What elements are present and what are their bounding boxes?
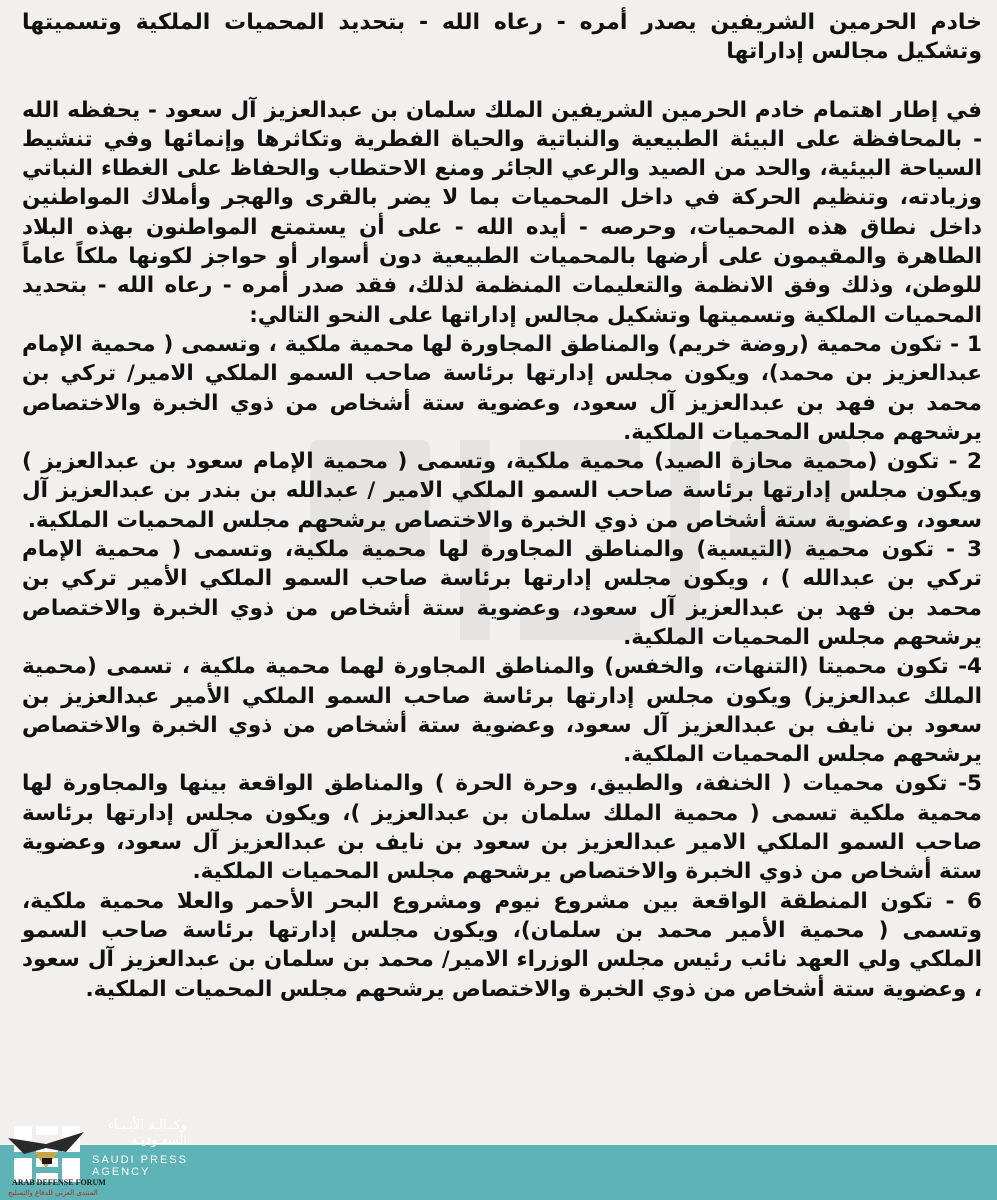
article-item bbox=[22, 535, 982, 652]
item-text: تكون محميتا (التنهات، والخفس) والمناطق المجاورة لهما محمية ملكية ، تسمى (محمية الملك عبدالعزيز) ويكون مجلس إدارتها برئاسة صاحب السمو الملكي الأمير عبدالعزيز بن سعود بن نايف بن عبدالعزيز آل سعود، وعضوية ستة أشخاص من ذوي الخبرة والاختصاص يرشحهم مجلس المحميات الملكية. bbox=[22, 654, 982, 768]
item-number: 1 - bbox=[950, 331, 982, 357]
item-number: 4- bbox=[958, 654, 982, 680]
item-number: 2 - bbox=[948, 449, 982, 475]
item-number: 6 - bbox=[945, 888, 982, 914]
item-number: 5- bbox=[958, 771, 982, 797]
article-item bbox=[22, 447, 982, 535]
article-intro: في إطار اهتمام خادم الحرمين الشريفين الملك سلمان بن عبدالعزيز آل سعود - يحفظه الله - بالمحافظة على البيئة الطبيعية والنباتية والحياة الفطرية وتكاثرها وإنمائها وفي تنشيط السياحة البيئية، والحد من الصيد والرعي الجائر ومنع الاحتطاب والحفاظ على الغطاء النباتي وزيادته، وتنظيم الحركة في داخل المحميات بما لا يضر بالقرى والهجر وأملاك المواطنين داخل نطاق هذه المحميات، وحرصه - أيده الله - على أن يستمتع المواطنون بهذه البلاد الطاهرة والمقيمون على أرضها بالمحميات الطبيعية دون أسوار أو حواجز لكونها ملكاً عاماً للوطن، وذلك وفق الانظمة والتعليمات المنظمة لذلك، فقد صدر أمره - رعاه الله - بتحديد المحميات الملكية وتسميتها وتشكيل مجالس إداراتها على النحو التالي: bbox=[22, 97, 982, 328]
forum-name-english: ARAB DEFENSE FORUM bbox=[12, 1178, 106, 1187]
article-item bbox=[22, 330, 982, 447]
article-body bbox=[22, 8, 982, 1004]
item-text: تكون محمية (التيسية) والمناطق المجاورة لها محمية ملكية، وتسمى ( محمية الإمام تركي بن عبدالله ) ، ويكون مجلس إدارتها برئاسة صاحب السمو الملكي الأمير تركي بن محمد بن فهد بن عبدالعزيز آل سعود، وعضوية ستة أشخاص من ذوي الخبرة والاختصاص يرشحهم مجلس المحميات الملكية. bbox=[22, 537, 982, 650]
article-item bbox=[22, 887, 982, 1004]
item-text: تكون المنطقة الواقعة بين مشروع نيوم ومشروع البحر الأحمر والعلا محمية ملكية، وتسمى ( محمية الأمير محمد بن سلمان)، ويكون مجلس إدارتها برئاسة صاحب السمو الملكي ولي العهد نائب رئيس مجلس الوزراء الامير/ محمد بن سلمان بن عبدالعزيز آل سعود ، وعضوية ستة أشخاص من ذوي الخبرة والاختصاص يرشحهم مجلس المحميات الملكية. bbox=[22, 888, 982, 1002]
article-item bbox=[22, 652, 982, 769]
item-text: تكون (محمية محازة الصيد) محمية ملكية، وتسمى ( محمية الإمام سعود بن عبدالعزيز ) ويكون مجلس إدارتها برئاسة صاحب السمو الملكي الامير / عبدالله بن بندر بن عبدالعزيز آل سعود، وعضوية ستة أشخاص من ذوي الخبرة والاختصاص يرشحهم مجلس المحميات الملكية. bbox=[22, 449, 982, 533]
item-text: تكون محميات ( الخنفة، والطبيق، وحرة الحرة ) والمناطق الواقعة بينها والمجاورة لها محمية ملكية تسمى ( محمية الملك سلمان بن عبدالعزيز )، ويكون مجلس إدارتها برئاسة صاحب السمو الملكي الامير عبدالعزيز بن سعود بن نايف بن عبدالعزيز آل سعود، وعضوية ستة أشخاص من ذوي الخبرة والاختصاص يرشحهم مجلس المحميات الملكية. bbox=[22, 771, 982, 885]
item-number: 3 - bbox=[946, 537, 982, 563]
item-text: تكون محمية (روضة خريم) والمناطق المجاورة لها محمية ملكية ، وتسمى ( محمية الإمام عبدالعزيز بن محمد)، ويكون مجلس إدارتها برئاسة صاحب السمو الملكي الامير/ تركي بن محمد بن فهد بن عبدالعزيز آل سعود، وعضوية ستة أشخاص من ذوي الخبرة والاختصاص يرشحهم مجلس المحميات الملكية. bbox=[22, 331, 982, 445]
article-title: خادم الحرمين الشريفين يصدر أمره - رعاه الله - بتحديد المحميات الملكية وتسميتها وتشكيل مجالس إداراتها bbox=[22, 10, 982, 65]
agency-name-arabic: وكــالـة الأنـبـاء السعـوديـة bbox=[107, 1118, 187, 1148]
article-item bbox=[22, 769, 982, 886]
agency-name-english: SAUDI PRESS AGENCY bbox=[92, 1154, 188, 1178]
forum-name-arabic: المنتدى العربي للدفاع والتسليح bbox=[8, 1189, 98, 1197]
article-items bbox=[22, 330, 982, 1004]
